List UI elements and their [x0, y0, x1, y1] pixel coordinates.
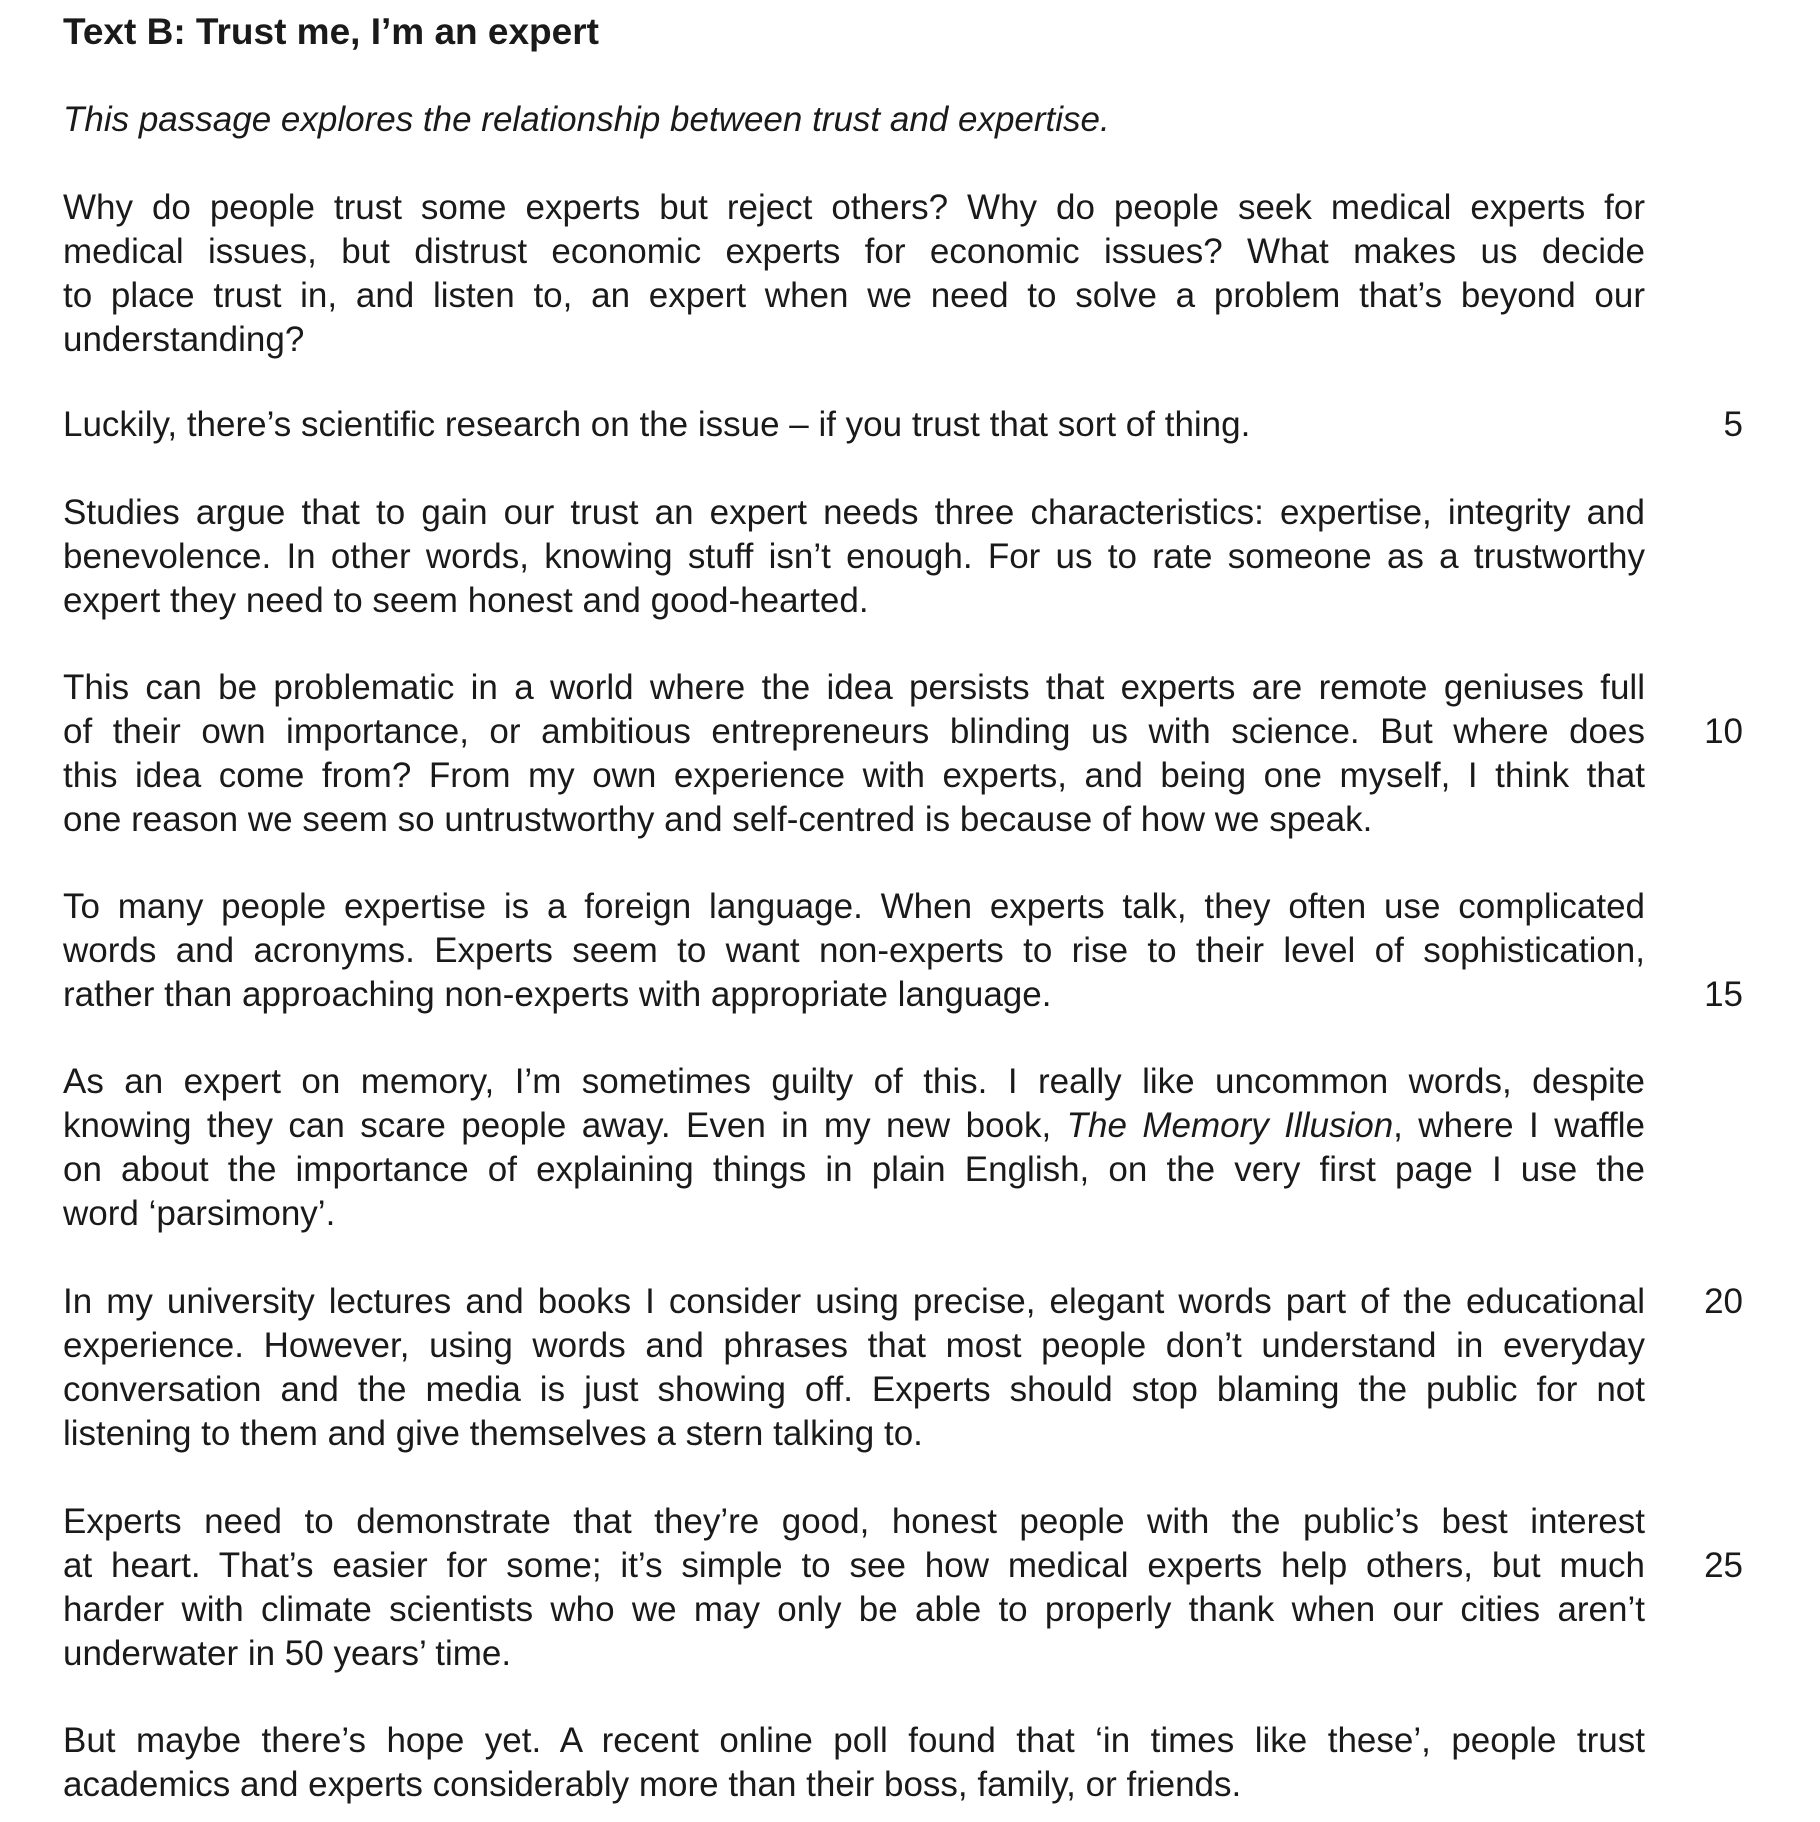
book-title: The Memory Illusion — [1066, 1106, 1394, 1145]
paragraph-line: listening to them and give themselves a stern talking to. — [63, 1414, 923, 1453]
paragraph-line: Luckily, there’s scientific research on the issue – if you trust that sort of thing. — [63, 405, 1251, 444]
paragraph-line: To many people expertise is a foreign language. When experts talk, they often use complicated — [63, 887, 1645, 926]
line-number-20: 20 — [1704, 1282, 1743, 1321]
paragraph-line: harder with climate scientists who we may only be able to properly thank when our cities aren’t — [63, 1590, 1645, 1629]
paragraph-line: on about the importance of explaining things in plain English, on the very first page I use the — [63, 1150, 1645, 1189]
paragraph-line: In my university lectures and books I consider using precise, elegant words part of the educational — [63, 1282, 1645, 1321]
paragraph-6 — [63, 1060, 1645, 1236]
paragraph-4 — [63, 666, 1645, 842]
paragraph-9 — [63, 1719, 1645, 1807]
paragraph-line: of their own importance, or ambitious entrepreneurs blinding us with science. But where does — [63, 712, 1645, 751]
paragraph-line: This can be problematic in a world where the idea persists that experts are remote geniuses full — [63, 668, 1645, 707]
paragraph-8 — [63, 1500, 1645, 1676]
line-number-15: 15 — [1704, 975, 1743, 1014]
paragraph-5 — [63, 885, 1645, 1017]
paragraph-line: conversation and the media is just showing off. Experts should stop blaming the public for not — [63, 1370, 1645, 1409]
passage-introduction: This passage explores the relationship between trust and expertise. — [63, 100, 1110, 139]
paragraph-line: Experts need to demonstrate that they’re good, honest people with the public’s best interest — [63, 1502, 1645, 1541]
paragraph-line: one reason we seem so untrustworthy and self-centred is because of how we speak. — [63, 800, 1373, 839]
line-number-5: 5 — [1723, 405, 1743, 444]
paragraph-line: expert they need to seem honest and good-hearted. — [63, 581, 869, 620]
paragraph-1 — [63, 186, 1645, 362]
paragraph-line: at heart. That’s easier for some; it’s simple to see how medical experts help others, but much — [63, 1546, 1645, 1585]
paragraph-line: Studies argue that to gain our trust an expert needs three characteristics: expertise, integrity and — [63, 493, 1645, 532]
paragraph-line: rather than approaching non-experts with appropriate language. — [63, 975, 1052, 1014]
paragraph-line: But maybe there’s hope yet. A recent online poll found that ‘in times like these’, people trust — [63, 1721, 1645, 1760]
paragraph-line: word ‘parsimony’. — [63, 1194, 336, 1233]
line-text: knowing they can scare people away. Even in my new book, — [63, 1106, 1067, 1145]
paragraph-line: Why do people trust some experts but reject others? Why do people seek medical experts for — [63, 188, 1645, 227]
paragraph-line: experience. However, using words and phrases that most people don’t understand in everyday — [63, 1326, 1645, 1365]
paragraph-line: underwater in 50 years’ time. — [63, 1634, 512, 1673]
paragraph-line: academics and experts considerably more than their boss, family, or friends. — [63, 1765, 1242, 1804]
paragraph-line: medical issues, but distrust economic experts for economic issues? What makes us decide — [63, 232, 1645, 271]
paragraph-line: As an expert on memory, I’m sometimes guilty of this. I really like uncommon words, despite — [63, 1062, 1645, 1101]
line-number-25: 25 — [1704, 1546, 1743, 1585]
line-text: , where I waffle — [1393, 1106, 1645, 1145]
paragraph-2 — [63, 403, 1645, 447]
paragraph-line: understanding? — [63, 320, 305, 359]
paragraph-7 — [63, 1280, 1645, 1456]
paragraph-line-with-book-title — [63, 1104, 1645, 1148]
paragraph-line: this idea come from? From my own experience with experts, and being one myself, I think that — [63, 756, 1645, 795]
paragraph-3 — [63, 491, 1645, 623]
paragraph-line: words and acronyms. Experts seem to want non-experts to rise to their level of sophistication, — [63, 931, 1645, 970]
paragraph-line: to place trust in, and listen to, an expert when we need to solve a problem that’s beyond our — [63, 276, 1645, 315]
line-number-10: 10 — [1704, 712, 1743, 751]
document-title: Text B: Trust me, I’m an expert — [63, 11, 599, 52]
paragraph-line: benevolence. In other words, knowing stuff isn’t enough. For us to rate someone as a trustworthy — [63, 537, 1645, 576]
